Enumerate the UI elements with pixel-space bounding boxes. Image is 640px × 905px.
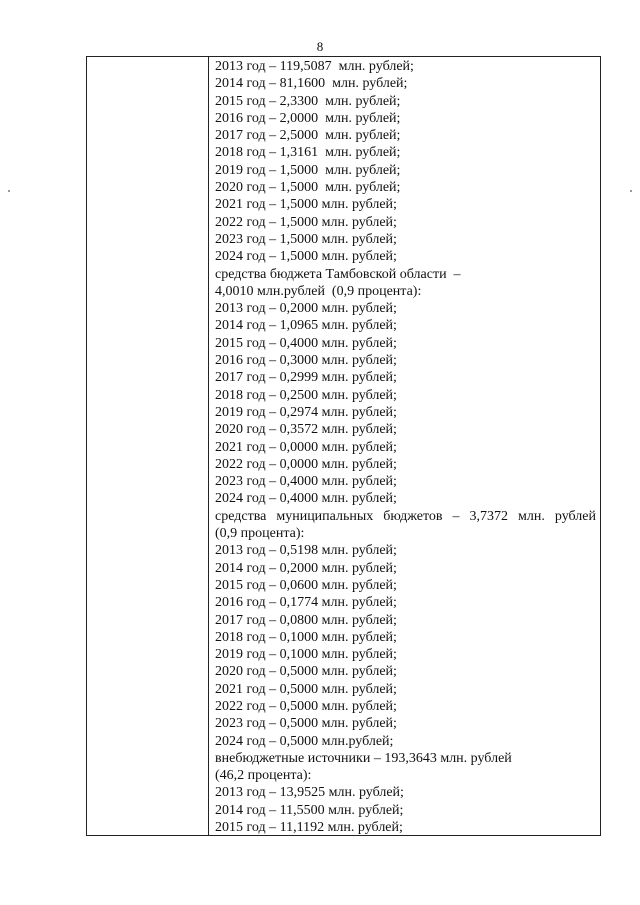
funding-line: 2019 год – 0,2974 млн. рублей; bbox=[215, 404, 397, 420]
funding-line: 2016 год – 2,0000 млн. рублей; bbox=[215, 110, 401, 126]
funding-line: 2020 год – 0,5000 млн. рублей; bbox=[215, 664, 397, 680]
page-number: 8 bbox=[316, 39, 324, 54]
funding-line: 2020 год – 1,5000 млн. рублей; bbox=[215, 180, 401, 196]
funding-line: 2021 год – 0,0000 млн. рублей; bbox=[215, 439, 397, 455]
funding-line: 2017 год – 0,2999 млн. рублей; bbox=[215, 370, 397, 386]
funding-line: 2023 год – 0,4000 млн. рублей; bbox=[215, 474, 397, 490]
funding-line: 2016 год – 0,1774 млн. рублей; bbox=[215, 595, 397, 611]
funding-section-total: 4,0010 млн.рублей (0,9 процента): bbox=[215, 283, 422, 299]
funding-line: 2020 год – 0,3572 млн. рублей; bbox=[215, 422, 397, 438]
funding-line: 2013 год – 13,9525 млн. рублей; bbox=[215, 785, 404, 801]
funding-line: 2016 год – 0,3000 млн. рублей; bbox=[215, 353, 397, 369]
funding-line: 2022 год – 0,5000 млн. рублей; bbox=[215, 698, 397, 714]
funding-line: 2023 год – 1,5000 млн. рублей; bbox=[215, 231, 397, 247]
funding-line: 2013 год – 0,2000 млн. рублей; bbox=[215, 301, 397, 317]
funding-line: 2015 год – 0,4000 млн. рублей; bbox=[215, 335, 397, 351]
funding-line: 2022 год – 0,0000 млн. рублей; bbox=[215, 456, 397, 472]
table-left-column bbox=[87, 57, 209, 835]
funding-line: 2024 год – 0,5000 млн.рублей; bbox=[215, 733, 394, 749]
funding-line: 2014 год – 1,0965 млн. рублей; bbox=[215, 318, 397, 334]
funding-line: 2023 год – 0,5000 млн. рублей; bbox=[215, 716, 397, 732]
table-right-column bbox=[209, 57, 600, 836]
funding-line: 2014 год – 81,1600 млн. рублей; bbox=[215, 76, 408, 92]
funding-line: 2022 год – 1,5000 млн. рублей; bbox=[215, 214, 397, 230]
funding-line: 2021 год – 1,5000 млн. рублей; bbox=[215, 197, 397, 213]
scan-artifact bbox=[8, 190, 10, 192]
funding-line: 2024 год – 1,5000 млн. рублей; bbox=[215, 249, 397, 265]
funding-line: 2013 год – 0,5198 млн. рублей; bbox=[215, 543, 397, 559]
funding-line: 2015 год – 11,1192 млн. рублей; bbox=[215, 820, 403, 836]
funding-line: 2015 год – 0,0600 млн. рублей; bbox=[215, 577, 397, 593]
funding-line: 2019 год – 1,5000 млн. рублей; bbox=[215, 162, 401, 178]
funding-section-heading: средства муниципальных бюджетов – 3,7372 млн. рублей bbox=[215, 508, 596, 524]
funding-line: 2018 год – 1,3161 млн. рублей; bbox=[215, 145, 401, 161]
funding-line: 2024 год – 0,4000 млн. рублей; bbox=[215, 491, 397, 507]
funding-section-share: (46,2 процента): bbox=[215, 768, 312, 784]
funding-line: 2017 год – 2,5000 млн. рублей; bbox=[215, 128, 401, 144]
funding-line: 2019 год – 0,1000 млн. рублей; bbox=[215, 647, 397, 663]
funding-section-share: (0,9 процента): bbox=[215, 526, 305, 542]
funding-table bbox=[86, 56, 601, 836]
funding-line: 2017 год – 0,0800 млн. рублей; bbox=[215, 612, 397, 628]
funding-line: 2021 год – 0,5000 млн. рублей; bbox=[215, 681, 397, 697]
funding-section-heading: средства бюджета Тамбовской области – bbox=[215, 266, 461, 282]
funding-section-heading: внебюджетные источники – 193,3643 млн. рублей bbox=[215, 750, 512, 766]
funding-line: 2015 год – 2,3300 млн. рублей; bbox=[215, 93, 401, 109]
funding-line: 2014 год – 0,2000 млн. рублей; bbox=[215, 560, 397, 576]
funding-line: 2018 год – 0,1000 млн. рублей; bbox=[215, 629, 397, 645]
scan-artifact bbox=[630, 190, 632, 192]
funding-line: 2018 год – 0,2500 млн. рублей; bbox=[215, 387, 397, 403]
funding-line: 2013 год – 119,5087 млн. рублей; bbox=[215, 59, 414, 74]
funding-line: 2014 год – 11,5500 млн. рублей; bbox=[215, 802, 404, 818]
